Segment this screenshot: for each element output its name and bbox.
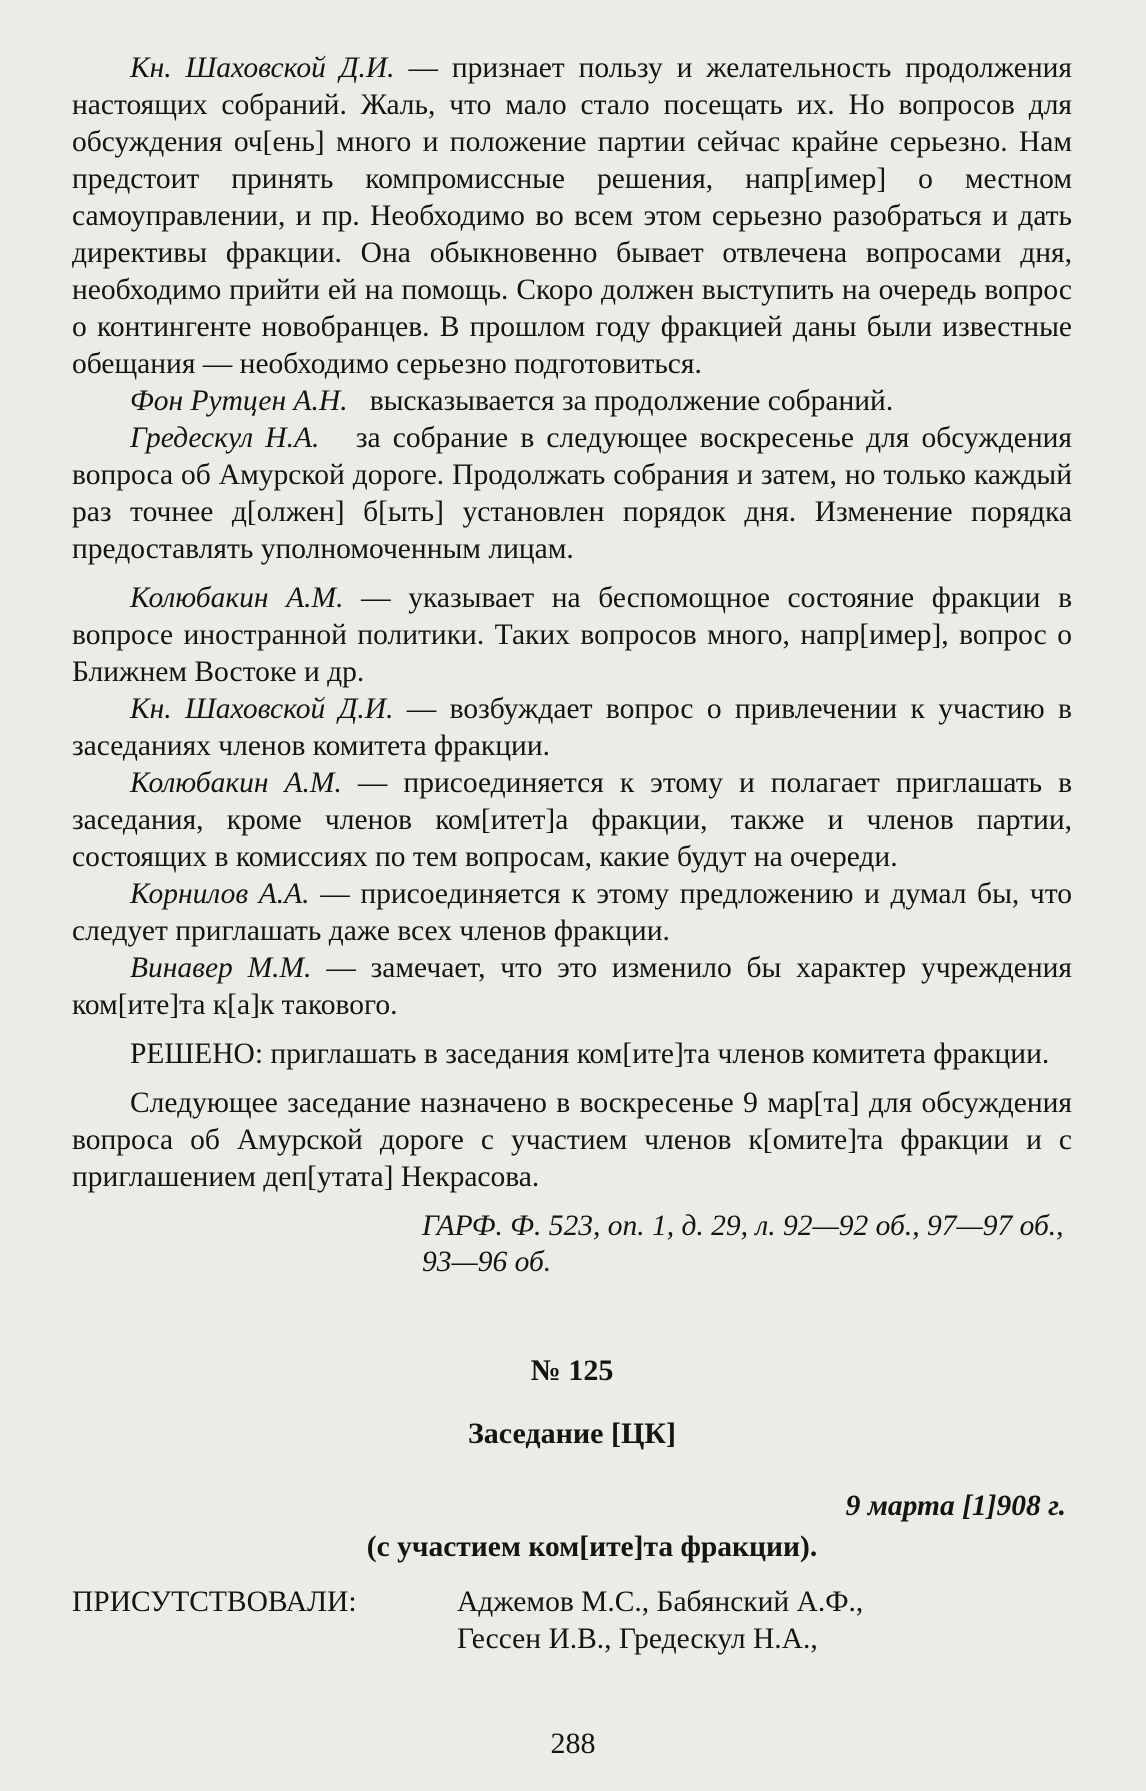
speech-text: — указывает на беспомощное состояние фракции в вопросе иностранной политики. Таких вопросов много, напр[имер], вопрос о Ближнем Востоке и др.: [72, 582, 1072, 688]
paragraph-gredeskul: [72, 420, 1080, 568]
paragraph-vinaver: [72, 950, 1072, 1024]
speaker-name: Гредескул Н.А.: [130, 422, 320, 454]
document-subtitle: (с участием ком[ите]та фракции).: [366, 1531, 818, 1563]
paragraph-shakhovskoy-1: [72, 50, 1072, 383]
text-block: [72, 50, 1080, 1658]
paragraph-kolyubakin-1: [72, 580, 1072, 691]
archive-reference: ГАРФ. Ф. 523, оп. 1, д. 29, л. 92—92 об., 97—97 об., 93—96 об.: [422, 1210, 1064, 1278]
paragraph-rutzen: [72, 383, 1072, 420]
page-number: 288: [550, 1727, 596, 1760]
speech-text: за собрание в следующее воскресенье для обсуждения вопроса об Амурской дороге. Продолжать собрания и затем, но только каждый раз точнее д[олжен] б[ыть] установлен порядок дня. Изменение порядка предоставлять уполномоченным лицам.: [72, 422, 1080, 565]
speaker-name: Фон Рутцен А.Н.: [130, 385, 348, 417]
attendees-line: Аджемов М.С., Бабянский А.Ф.,: [457, 1586, 864, 1618]
decision: РЕШЕНО: приглашать в заседания ком[ите]та членов комитета фракции.: [130, 1038, 1050, 1070]
document-number: № 125: [530, 1354, 614, 1387]
speaker-name: Винавер М.М.: [130, 952, 312, 984]
paragraph-kolyubakin-2: [72, 765, 1072, 876]
paragraph-kornilov: [72, 876, 1072, 950]
paragraph-shakhovskoy-2: [72, 691, 1072, 765]
speech-text: — присоединяется к этому предложению и думал бы, что следует приглашать даже всех членов фракции.: [72, 878, 1072, 947]
attendees-label: ПРИСУТСТВОВАЛИ:: [72, 1586, 357, 1618]
speech-text: высказывается за продолжение собраний.: [347, 385, 894, 417]
speaker-name: Кн. Шаховской Д.И.: [130, 693, 394, 725]
document-title: Заседание [ЦК]: [467, 1417, 677, 1450]
speech-text: — присоединяется к этому и полагает приглашать в заседания, кроме членов ком[итет]а фракции, также и членов партии, состоящих в комиссиях по тем вопросам, какие будут на очереди.: [72, 767, 1072, 873]
speech-text: — замечает, что это изменило бы характер учреждения ком[ите]та к[а]к такового.: [72, 952, 1073, 1021]
speaker-name: Корнилов А.А.: [130, 878, 310, 910]
attendees-line: Гессен И.В., Гредескул Н.А.,: [457, 1623, 818, 1655]
speaker-name: Колюбакин А.М.: [130, 767, 342, 799]
attendees: [72, 1584, 1072, 1658]
speaker-name: Кн. Шаховской Д.И.: [130, 52, 395, 84]
next-meeting: Следующее заседание назначено в воскресенье 9 мар[та] для обсуждения вопроса об Амурской дороге с участием членов к[омите]та фракции и с приглашением деп[утата] Некрасова.: [72, 1087, 1072, 1193]
attendees-names: [457, 1584, 863, 1658]
speaker-name: Колюбакин А.М.: [130, 582, 344, 614]
speech-text: — возбуждает вопрос о привлечении к участию в заседаниях членов комитета фракции.: [72, 693, 1072, 762]
document-date: 9 марта [1]908 г.: [845, 1490, 1066, 1522]
speech-text: — признает пользу и желательность продолжения настоящих собраний. Жаль, что мало стало посещать их. Но вопросов для обсуждения оч[ень] много и положение партии сейчас крайне серьезно. Нам предстоит принять компромиссные решения, напр[имер] о местном самоуправлении, и пр. Необходимо во всем этом серьезно разобраться и дать директивы фракции. Она обыкновенно бывает отвлечена вопросами дня, необходимо прийти ей на помощь. Скоро должен выступить на очередь вопрос о контингенте новобранцев. В прошлом году фракцией даны были известные обещания — необходимо серьезно подготовиться.: [72, 52, 1072, 380]
